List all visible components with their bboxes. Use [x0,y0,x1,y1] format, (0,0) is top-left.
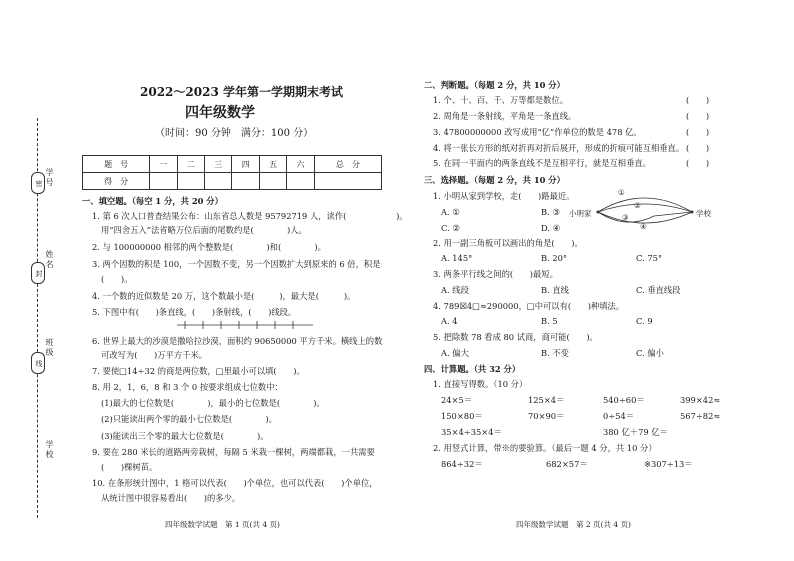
diagram-school-label: 学校 [696,209,711,218]
choice-5-a: A. 偏大 [441,348,469,358]
score-cell: 五 [259,156,286,173]
calc-item: 70×90＝ [528,411,565,421]
question-7: 7. 要使□14÷32 的商是两位数，□里最小可以填( )。 [92,366,305,376]
choice-5-b: B. 不变 [541,348,569,358]
question-3a: 3. 两个因数的积是 100，一个因数不变，另一个因数扩大到原来的 6 倍，积是 [92,259,381,269]
section1-heading: 一、填空题。（每空 1 分，共 20 分） [82,196,223,206]
question-9b: ( )棵树苗。 [101,462,158,472]
calc-item: 540÷60＝ [603,395,645,405]
choice-1-c: C. ② [441,223,460,233]
question-3b: ( )。 [101,274,133,284]
question-9a: 9. 要在 280 米长的道路两旁栽树，每隔 5 米栽一棵树，两端都栽，一共需要 [92,447,375,457]
question-10a: 10. 在条形统计图中，1 格可以代表( )个单位，也可以代表( )个单位， [92,478,378,488]
score-input[interactable] [287,173,314,190]
choice-4-b: B. 5 [541,316,558,326]
choice-3-b: B. 直线 [541,285,569,295]
question-1a: 1. 第 6 次人口普查结果公布：山东省总人数是 95792719 人，读作( )。 [92,211,408,221]
score-input[interactable] [314,173,381,190]
calc-item: 150×80＝ [441,411,483,421]
route-4-label: ④ [640,222,647,231]
exam-title: 2022～2023 学年第一学期期末考试 [140,85,343,99]
choice-3-c: C. 垂直线段 [636,285,681,295]
calc-item: 567÷82≈ [680,411,721,421]
judge-3: 3. 47800000000 改写成用“亿”作单位的数是 478 亿。 [433,127,642,137]
choice-1-d: D. ④ [541,223,561,233]
choice-1-b: B. ③ [541,207,560,217]
calc-item: 399×42≈ [680,395,721,405]
choice-5: 5. 把除数 78 看成 80 试商，商可能( )。 [433,332,598,342]
section4-heading: 四、计算题。（共 32 分） [424,364,521,374]
choice-3: 3. 两条平行线之间的( )最短。 [433,269,558,279]
score-input[interactable] [259,173,286,190]
vertical-calc-3: ※307÷13＝ [644,459,693,469]
judge-1: 1. 个、十、百、千、万等都是数位。 [433,95,569,105]
question-4: 4. 一个数的近似数是 20 万，这个数最小是( )，最大是( )。 [92,291,356,301]
name-label: 姓名 [45,250,54,270]
line-figure [175,319,315,331]
question-6b: 可改写为( )万平方千米。 [101,350,208,360]
score-table [82,155,382,190]
question-2: 2. 与 100000000 相邻的两个整数是( )和( )。 [92,242,326,252]
choice-5-c: C. 偏小 [636,348,664,358]
score-cell: 题 号 [83,156,150,173]
subject-title: 四年级数学 [185,105,255,121]
vertical-calc-2: 682×57＝ [546,459,588,469]
section2-heading: 二、判断题。（每题 2 分，共 10 分） [424,80,565,90]
question-1b: 用“四舍五入”法省略万位后面的尾数约是( )人。 [101,225,307,235]
judge-2: 2. 周角是一条射线，平角是一条直线。 [433,111,577,121]
diagram-home-label: 小明家 [569,209,592,218]
route-3-label: ③ [622,213,629,222]
score-input[interactable] [150,173,177,190]
cover-mark: 封 [31,262,45,284]
score-input[interactable] [232,173,259,190]
choice-2-c: C. 75° [636,253,663,263]
score-cell: 总 分 [314,156,381,173]
line-mark: 线 [31,352,45,374]
calc-item: 380 亿＋79 亿＝ [603,427,668,437]
judge-answer-1[interactable]: ( ) [686,95,710,105]
score-value-row [83,173,382,190]
calc-item: 0÷54＝ [603,411,635,421]
student-no-label: 学号 [45,168,54,188]
choice-4: 4. 789☒4□≈290000，□中可以有( )种填法。 [433,301,625,311]
class-label: 班级 [45,338,54,358]
choice-2-a: A. 145° [441,253,473,263]
section3-heading: 三、选择题。（每题 2 分，共 10 分） [424,175,565,185]
judge-answer-4[interactable]: ( ) [686,143,710,153]
choice-4-c: C. 9 [636,316,653,326]
score-cell: 得 分 [83,173,150,190]
choice-2-b: B. 20° [541,253,568,263]
question-8-1: (1)最大的七位数是( )，最小的七位数是( )。 [101,398,325,408]
judge-4: 4. 将一张长方形的纸对折再对折后展开，形成的折痕可能互相垂直。 [433,143,685,153]
calc-1-heading: 1. 直接写得数。（10 分） [433,379,528,389]
score-cell: 六 [287,156,314,173]
judge-5: 5. 在同一平面内的两条直线不是互相平行，就是互相垂直。 [433,158,651,168]
score-cell: 一 [150,156,177,173]
score-cell: 三 [205,156,232,173]
score-input[interactable] [177,173,204,190]
route-1-label: ① [618,188,625,197]
question-8: 8. 用 2，1，6，8 和 3 个 0 按要求组成七位数中： [92,382,283,392]
vertical-calc-1: 864÷32＝ [441,459,483,469]
question-8-2: (2)只能读出两个零的最小七位数是( )。 [101,414,277,424]
choice-3-a: A. 线段 [441,285,469,295]
score-cell: 二 [177,156,204,173]
right-footer: 四年级数学试题 第 2 页(共 4 页) [516,520,631,529]
score-cell: 四 [232,156,259,173]
calc-item: 24×5＝ [441,395,473,405]
time-info: （时间：90 分钟 满分：100 分） [155,128,314,139]
question-6a: 6. 世界上最大的沙漠是撒哈拉沙漠，面积约 90650000 平方千米。横线上的数 [92,336,383,346]
question-5: 5. 下图中有( )条直线，( )条射线，( )线段。 [92,307,297,317]
score-input[interactable] [205,173,232,190]
route-2-label: ② [634,201,641,210]
left-footer: 四年级数学试题 第 1 页(共 4 页) [165,520,280,529]
calc-item: 125×4＝ [528,395,565,405]
school-label: 学校 [45,440,54,460]
calc-2-heading: 2. 用竖式计算，带※的要验算。（最后一题 4 分，共 10 分） [433,443,657,453]
question-8-3: (3)能读出三个零的最大七位数是( )。 [101,431,269,441]
choice-1-a: A. ① [441,207,460,217]
choice-4-a: A. 4 [441,316,458,326]
seal-mark: 密 [31,172,45,194]
calc-item: 35×4÷35×4＝ [441,427,502,437]
choice-2: 2. 用一副三角板可以画出的角是( )。 [433,238,583,248]
judge-answer-3[interactable]: ( ) [686,127,710,137]
judge-answer-2[interactable]: ( ) [686,111,710,121]
judge-answer-5[interactable]: ( ) [686,158,710,168]
choice-1: 1. 小明从家到学校，走( )路最近。 [433,191,575,201]
score-header-row [83,156,382,173]
question-10b: 从统计图中很容易看出( )的多少。 [101,493,241,503]
